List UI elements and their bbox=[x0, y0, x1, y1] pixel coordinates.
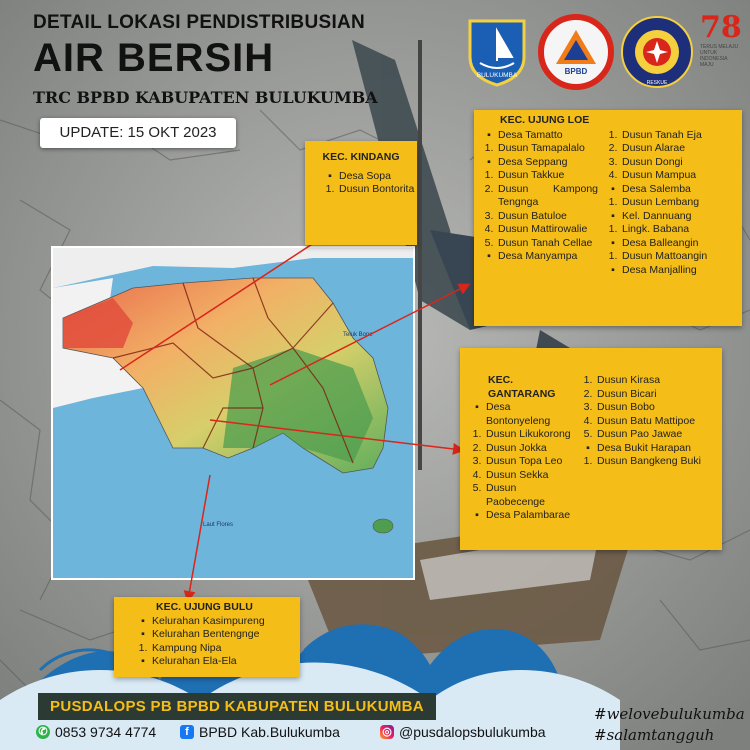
list-marker: ▪ bbox=[475, 401, 479, 413]
ujung-bulu-list bbox=[134, 615, 294, 669]
location-name: Dusun Topa Leo bbox=[486, 455, 563, 467]
list-marker: ▪ bbox=[141, 614, 145, 627]
list-marker: 1. bbox=[138, 641, 148, 654]
list-marker: ▪ bbox=[141, 655, 145, 667]
location-item bbox=[480, 223, 598, 237]
location-name: Lingk. Babana bbox=[622, 223, 690, 235]
location-item bbox=[579, 415, 709, 429]
kindang-list bbox=[305, 165, 417, 197]
location-item bbox=[468, 401, 573, 428]
list-marker: ▪ bbox=[328, 169, 332, 182]
header-subtitle: TRC BPBD KABUPATEN BULUKUMBA bbox=[33, 88, 378, 107]
location-item bbox=[321, 170, 417, 184]
map-label-north-sea: Teluk Bone bbox=[343, 332, 373, 338]
hut-ri-78-number: 78 bbox=[700, 10, 742, 45]
gantarang-column-1 bbox=[468, 401, 573, 523]
ujung-loe-column-1 bbox=[480, 129, 598, 278]
location-item bbox=[134, 642, 294, 656]
location-item bbox=[480, 250, 598, 264]
location-item bbox=[579, 388, 709, 402]
location-item bbox=[579, 442, 709, 456]
list-marker: 4. bbox=[608, 169, 618, 181]
location-name: Dusun Kampong Tengnga bbox=[498, 182, 598, 208]
location-item bbox=[480, 183, 598, 210]
list-marker: ▪ bbox=[611, 182, 615, 195]
update-date-badge: UPDATE: 15 OKT 2023 bbox=[40, 118, 236, 148]
list-marker: 1. bbox=[484, 169, 494, 181]
list-marker: 2. bbox=[583, 387, 593, 400]
location-name: Desa Tamatto bbox=[498, 128, 563, 141]
location-name: Desa Sopa bbox=[339, 169, 391, 182]
location-item bbox=[468, 482, 573, 509]
list-marker: ▪ bbox=[611, 236, 615, 249]
location-item bbox=[604, 250, 734, 264]
list-marker: ▪ bbox=[487, 155, 491, 168]
location-item bbox=[480, 237, 598, 251]
footer-banner: PUSDALOPS PB BPBD KABUPATEN BULUKUMBA bbox=[38, 693, 436, 720]
location-name: Dusun Sekka bbox=[486, 468, 549, 481]
location-item bbox=[480, 169, 598, 183]
hashtag-welovebulukumba: #welovebulukumba bbox=[594, 705, 745, 723]
list-marker: ▪ bbox=[475, 509, 479, 521]
location-item bbox=[480, 210, 598, 224]
list-marker: 1. bbox=[608, 223, 618, 235]
svg-text:BPBD: BPBD bbox=[564, 67, 588, 76]
list-marker: ▪ bbox=[141, 628, 145, 640]
location-item bbox=[321, 183, 417, 197]
facebook-icon: f bbox=[180, 725, 194, 739]
list-marker: 3. bbox=[608, 155, 618, 168]
location-item bbox=[468, 428, 573, 442]
location-name: Dusun Takkue bbox=[498, 169, 565, 181]
phone-number: 0853 9734 4774 bbox=[55, 724, 157, 740]
location-item bbox=[604, 223, 734, 237]
list-marker: 3. bbox=[583, 401, 593, 413]
contact-instagram bbox=[380, 724, 546, 740]
location-name: Dusun Pao Jawae bbox=[597, 428, 683, 440]
logo-text: BULUKUMBA bbox=[476, 72, 518, 79]
location-name: Desa Salemba bbox=[622, 182, 691, 195]
arrow-to-ujung-loe bbox=[270, 285, 468, 385]
location-name: Dusun Bicari bbox=[597, 387, 657, 400]
location-item bbox=[579, 455, 709, 469]
location-item bbox=[134, 655, 294, 669]
location-name: Dusun Mattirowalie bbox=[498, 223, 588, 235]
list-marker: 1. bbox=[484, 142, 494, 154]
arrow-to-ujung-bulu bbox=[188, 475, 210, 600]
location-name: Dusun Batu Mattipoe bbox=[597, 414, 696, 427]
location-item bbox=[468, 455, 573, 469]
header-line-1: DETAIL LOKASI PENDISTRIBUSIAN bbox=[33, 12, 366, 33]
location-name: Desa Balleangin bbox=[622, 236, 699, 249]
location-name: Dusun Kirasa bbox=[597, 374, 661, 386]
location-item bbox=[604, 210, 734, 224]
location-name: Desa Manjalling bbox=[622, 263, 697, 276]
page-title: AIR BERSIH bbox=[33, 36, 275, 80]
location-name: Dusun Tamapalalo bbox=[498, 142, 585, 154]
location-name: Dusun Batuloe bbox=[498, 209, 567, 222]
location-name: Desa Seppang bbox=[498, 155, 568, 168]
list-marker: 2. bbox=[608, 142, 618, 154]
list-marker: 5. bbox=[472, 482, 482, 494]
list-marker: 1. bbox=[583, 455, 593, 467]
location-name: Kel. Dannuang bbox=[622, 209, 692, 222]
list-marker: 1. bbox=[325, 183, 335, 195]
location-item bbox=[604, 237, 734, 251]
location-name: Dusun Mampua bbox=[622, 169, 697, 181]
gantarang-column-2 bbox=[579, 374, 709, 523]
gantarang-panel bbox=[460, 348, 722, 550]
location-name: Dusun Jokka bbox=[486, 441, 547, 454]
list-marker: 3. bbox=[472, 455, 482, 467]
location-item bbox=[604, 156, 734, 170]
map-label-south-sea: Laut Flores bbox=[203, 522, 234, 528]
location-name: Dusun Lembang bbox=[622, 196, 700, 208]
location-name: Desa Manyampa bbox=[498, 250, 578, 262]
list-marker: 5. bbox=[583, 428, 593, 440]
location-name: Kelurahan Ela-Ela bbox=[152, 655, 237, 667]
contact-phone bbox=[36, 724, 156, 740]
location-item bbox=[579, 374, 709, 388]
whatsapp-icon: ✆ bbox=[36, 725, 50, 739]
location-item bbox=[480, 129, 598, 143]
hut-ri-78-caption: TERUS MELAJU UNTUK INDONESIA MAJU bbox=[700, 44, 739, 68]
location-name: Dusun Alarae bbox=[622, 142, 686, 154]
location-item bbox=[604, 169, 734, 183]
instagram-icon: ◎ bbox=[380, 725, 394, 739]
list-marker: 1. bbox=[608, 250, 618, 262]
location-item bbox=[604, 142, 734, 156]
location-item bbox=[579, 401, 709, 415]
hashtag-salamtangguh: #salamtangguh bbox=[594, 726, 715, 744]
list-marker: 1. bbox=[583, 374, 593, 386]
location-item bbox=[468, 469, 573, 483]
location-item bbox=[604, 196, 734, 210]
location-item bbox=[604, 129, 734, 143]
list-marker: 1. bbox=[608, 128, 618, 141]
list-marker: ▪ bbox=[586, 441, 590, 454]
location-name: Dusun Dongi bbox=[622, 155, 683, 168]
list-marker: 5. bbox=[484, 236, 494, 249]
list-marker: 4. bbox=[472, 468, 482, 481]
kindang-panel bbox=[305, 141, 417, 245]
location-name: Dusun Tanah Cellae bbox=[498, 236, 593, 249]
location-item bbox=[579, 428, 709, 442]
contact-facebook bbox=[180, 724, 340, 740]
location-name: Kelurahan Bentengnge bbox=[152, 628, 260, 640]
location-name: Desa Palambarae bbox=[486, 509, 571, 521]
location-item bbox=[604, 264, 734, 278]
list-marker: 4. bbox=[583, 414, 593, 427]
list-marker: ▪ bbox=[611, 209, 615, 222]
location-name: Desa Bontonyeleng bbox=[486, 401, 551, 427]
ujung-loe-title: KEC. UJUNG LOE bbox=[500, 114, 590, 126]
location-name: Dusun Bontorita bbox=[339, 183, 415, 195]
location-item bbox=[480, 142, 598, 156]
facebook-handle: BPBD Kab.Bulukumba bbox=[199, 724, 340, 740]
list-marker: 4. bbox=[484, 223, 494, 235]
svg-text:RESKUE: RESKUE bbox=[646, 80, 668, 86]
list-marker: ▪ bbox=[611, 263, 615, 276]
location-name: Desa Bukit Harapan bbox=[597, 441, 691, 454]
location-item bbox=[134, 628, 294, 642]
list-marker: 1. bbox=[472, 428, 482, 440]
location-name: Dusun Bangkeng Buki bbox=[597, 455, 701, 467]
list-marker: 1. bbox=[608, 196, 618, 208]
location-item bbox=[134, 615, 294, 629]
ujung-bulu-panel bbox=[114, 597, 300, 677]
list-marker: 3. bbox=[484, 209, 494, 222]
location-name: Dusun Mattoangin bbox=[622, 250, 708, 262]
location-name: Dusun Paobecenge bbox=[486, 482, 545, 508]
location-name: Kelurahan Kasimpureng bbox=[152, 614, 265, 627]
location-name: Dusun Likukorong bbox=[486, 428, 571, 440]
ujung-loe-column-2 bbox=[604, 129, 734, 278]
list-marker: ▪ bbox=[487, 250, 491, 262]
location-name: Kampung Nipa bbox=[152, 641, 222, 654]
location-item bbox=[468, 442, 573, 456]
gantarang-title: KEC. GANTARANG bbox=[488, 374, 556, 400]
list-marker: 2. bbox=[472, 441, 482, 454]
kindang-title: KEC. KINDANG bbox=[322, 151, 400, 163]
location-name: Dusun Bobo bbox=[597, 401, 655, 413]
location-name: Dusun Tanah Eja bbox=[622, 128, 702, 141]
location-item bbox=[480, 156, 598, 170]
location-item bbox=[604, 183, 734, 197]
ujung-loe-panel bbox=[474, 110, 742, 326]
list-marker: ▪ bbox=[487, 128, 491, 141]
instagram-handle: @pusdalopsbulukumba bbox=[399, 724, 546, 740]
location-item bbox=[468, 509, 573, 523]
ujung-bulu-title: KEC. UJUNG BULU bbox=[156, 601, 253, 613]
arrow-to-gantarang bbox=[210, 420, 462, 450]
list-marker: 2. bbox=[484, 182, 494, 195]
